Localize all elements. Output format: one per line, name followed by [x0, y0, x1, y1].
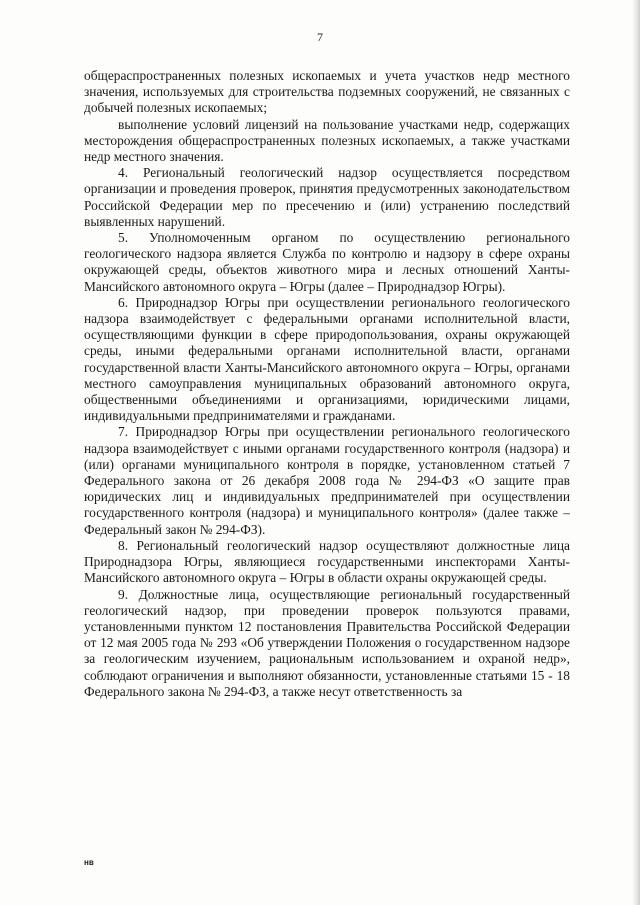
paragraph-4: 4. Региональный геологический надзор осуществляется посредством организации и проведения проверок, принятия предусмотренных законодательством Российской Федерации мер по пресечению и (или) устранению последствий выявленных нарушений.: [84, 165, 570, 229]
paragraph-9: 9. Должностные лица, осуществляющие региональный государственный геологический надзор, при проведении проверок пользуются правами, установленными пунктом 12 постановления Правительства Российской Федерации от 12 мая 2005 года № 293 «Об утверждении Положения о государственном надзоре за геологическим изучением, рациональным использованием и охраной недр», соблюдают ограничения и выполняют обязанности, установленные статьями 15 - 18 Федерального закона № 294-ФЗ, а также несут ответственность за: [84, 586, 570, 699]
footer-initials: нв: [84, 858, 94, 867]
paragraph-5: 5. Уполномоченным органом по осуществлению регионального геологического надзора является Служба по контролю и надзору в сфере охраны окружающей среды, объектов животного мира и лесных отношений Ханты-Мансийского автономного округа – Югры (далее – Природнадзор Югры).: [84, 230, 570, 294]
paragraph-6: 6. Природнадзор Югры при осуществлении регионального геологического надзора взаимодействует с федеральными органами исполнительной власти, осуществляющими функции в сфере природопользования, охраны окружающей среды, иными федеральными органами исполнительной власти, органами государственной власти Ханты-Мансийского автономного округа – Югры, органами местного самоуправления муниципальных образований автономного округа, общественными объединениями и организациями, юридическими лицами, индивидуальными предпринимателями и гражданами.: [84, 294, 570, 424]
paragraph-license-conditions: выполнение условий лицензий на пользование участками недр, содержащих месторождения общераспространенных полезных ископаемых, а также участками недр местного значения.: [84, 116, 570, 165]
paragraph-7: 7. Природнадзор Югры при осуществлении регионального геологического надзора взаимодействует с иными органами государственного контроля (надзора) и (или) органами муниципального контроля в порядке, установленном статьей 7 Федерального закона от 26 декабря 2008 года № 294-ФЗ «О защите прав юридических лиц и индивидуальных предпринимателей при осуществлении государственного контроля (надзора) и муниципального контроля» (далее также – Федеральный закон № 294-ФЗ).: [84, 424, 570, 537]
paragraph-continuation: общераспространенных полезных ископаемых и учета участков недр местного значения, используемых для строительства подземных сооружений, не связанных с добычей полезных ископаемых;: [84, 68, 570, 116]
document-body: [84, 68, 570, 700]
page-edge-shadow: [632, 0, 640, 905]
paragraph-8: 8. Региональный геологический надзор осуществляют должностные лица Природнадзора Югры, являющиеся государственными инспекторами Ханты-Мансийского автономного округа – Югры в области охраны окружающей среды.: [84, 537, 570, 586]
page-number: 7: [317, 30, 323, 44]
